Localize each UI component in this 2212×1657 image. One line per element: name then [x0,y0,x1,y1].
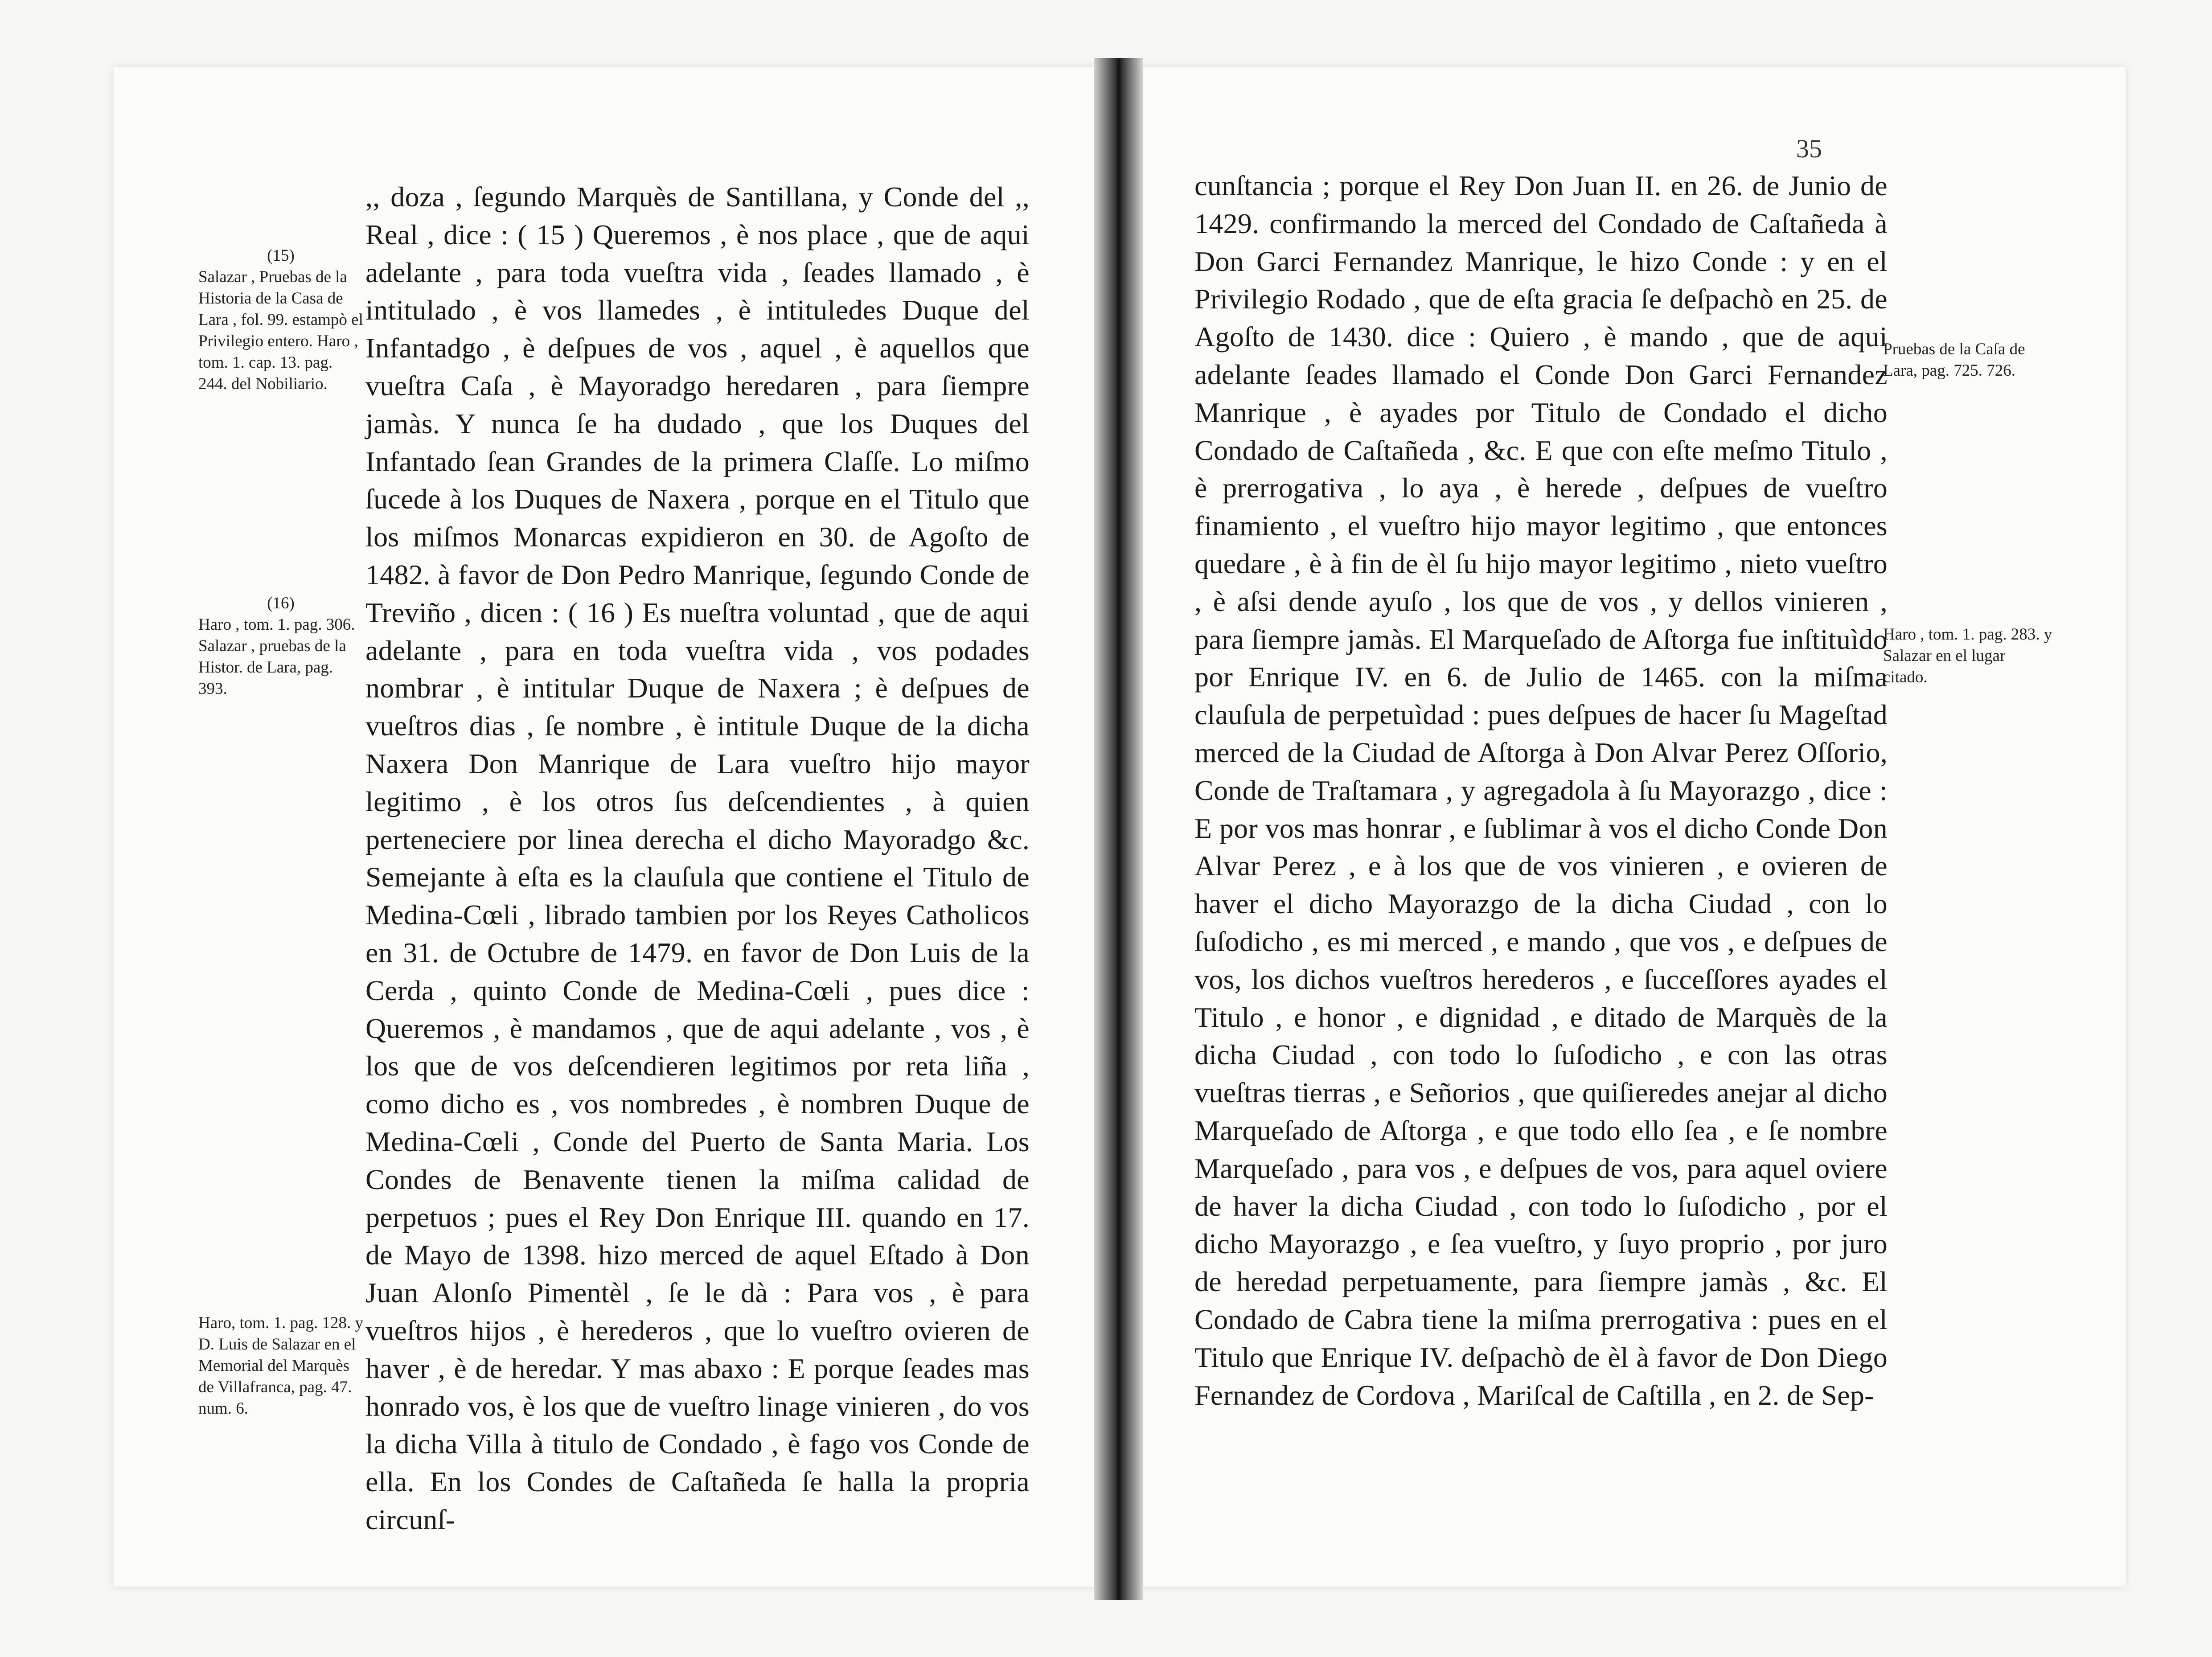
margin-note-haro [198,1312,363,1419]
margin-note-haro-salazar [1883,624,2052,688]
book-gutter [1094,58,1143,1600]
margin-note-text: Salazar , Pruebas de la Historia de la Casa de Lara , fol. 99. estampò el Privilegio entero. Haro , tom. 1. cap. 13. pag. 244. del Nobiliario. [198,268,363,393]
margin-note-text: Haro , tom. 1. pag. 306. Salazar , pruebas de la Histor. de Lara, pag. 393. [198,615,355,698]
left-page-body: ,, doza , ſegundo Marquès de Santillana, y Conde del ,, Real , dice : ( 15 ) Queremos , è nos place , que de aqui adelante , para toda vueſtra vida , ſeades llamado , è intitulado , è vos llamedes , è intituledes Duque del Infantadgo , è deſpues de vos , aquel , è aquellos que vueſtra Caſa , è Mayoradgo heredaren , para ſiempre jamàs. Y nunca ſe ha dudado , que los Duques del Infantado ſean Grandes de la primera Claſſe. Lo miſmo ſucede à los Duques de Naxera , porque en el Titulo que los miſmos Monarcas expidieron en 30. de Agoſto de 1482. à favor de Don Pedro Manrique, ſegundo Conde de Treviño , dicen : ( 16 ) Es nueſtra voluntad , que de aqui adelante , para en toda vueſtra vida , vos podades nombrar , è intitular Duque de Naxera ; è deſpues de vueſtros dias , ſe nombre , è intitule Duque de la dicha Naxera Don Manrique de Lara vueſtro hijo mayor legitimo , è los otros ſus deſcendientes , à quien perteneciere por linea derecha el dicho Mayoradgo &c. Semejante à eſta es la clauſula que contiene el Titulo de Medina-Cœli , librado tambien por los Reyes Catholicos en 31. de Octubre de 1479. en favor de Don Luis de la Cerda , quinto Conde de Medina-Cœli , pues dice : Queremos , è mandamos , que de aqui adelante , vos , è los que de vos deſcendieren legitimos por reta liña , como dicho es , vos nombredes , è nombren Duque de Medina-Cœli , Conde del Puerto de Santa Maria. Los Condes de Benavente tienen la miſma calidad de perpetuos ; pues el Rey Don Enrique III. quando en 17. de Mayo de 1398. hizo merced de aquel Eſtado à Don Juan Alonſo Pimentèl , ſe le dà : Para vos , è para vueſtros hijos , è herederos , que lo vueſtro ovieren de haver , è de heredar. Y mas abaxo : E porque ſeades mas honrado vos, è los que de vueſtro linage vinieren , do vos la dicha Villa à titulo de Condado , è fago vos Conde de ella. En los Condes de Caſtañeda ſe halla la propria circunſ- [365,181,1030,1535]
page-number: 35 [1796,134,1822,163]
right-page-body: cunſtancia ; porque el Rey Don Juan II. en 26. de Junio de 1429. confirmando la merced del Condado de Caſtañeda à Don Garci Fernandez Manrique, le hizo Conde : y en el Privilegio Rodado , que de eſta gracia ſe deſpachò en 25. de Agoſto de 1430. dice : Quiero , è mando , que de aqui adelante ſeades llamado el Conde Don Garci Fernandez Manrique , è ayades por Titulo de Condado el dicho Condado de Caſtañeda , &c. E que con eſte meſmo Titulo , è prerrogativa , lo aya , è herede , deſpues de vueſtro finamiento , el vueſtro hijo mayor legitimo , que entonces quedare , è à fin de èl ſu hijo mayor legitimo , nieto vueſtro , è aſsi dende ayuſo , los que de vos , y dellos vinieren , para ſiempre jamàs. El Marqueſado de Aſtorga fue inſtituìdo por Enrique IV. en 6. de Julio de 1465. con la miſma clauſula de perpetuìdad : pues deſpues de hacer ſu Mageſtad merced de la Ciudad de Aſtorga à Don Alvar Perez Oſſorio, Conde de Traſtamara , y agregadola à ſu Mayorazgo , dice : E por vos mas honrar , e ſublimar à vos el dicho Conde Don Alvar Perez , e à los que de vos vinieren , e ovieren de haver el dicho Mayorazgo de la dicha Ciudad , con lo ſuſodicho , es mi merced , e mando , que vos , e deſpues de vos, los dichos vueſtros herederos , e ſucceſſores ayades el Titulo , e honor , e dignidad , e ditado de Marquès de la dicha Ciudad , con todo lo ſuſodicho , e con las otras vueſtras tierras , e Señorios , que quiſieredes anejar al dicho Marqueſado de Aſtorga , e que todo ello ſea , e ſe nombre Marqueſado , para vos , e deſpues de vos, para aquel oviere de haver la dicha Ciudad , con todo lo ſuſodicho , por el dicho Mayorazgo , e ſea vueſtro, y ſuyo proprio , por juro de heredad perpetuamente, para ſiempre jamàs , &c. El Condado de Cabra tiene la miſma prerrogativa : pues en el Titulo que Enrique IV. deſpachò de èl à favor de Don Diego Fernandez de Cordova , Mariſcal de Caſtilla , en 2. de Sep- [1194,170,1888,1411]
margin-note-pruebas [1883,339,2052,381]
margin-note-text: Pruebas de la Caſa de Lara, pag. 725. 726. [1883,340,2025,380]
margin-note-number: (16) [267,594,295,612]
margin-note-15 [198,245,363,395]
margin-note-16 [198,593,363,700]
margin-note-text: Haro, tom. 1. pag. 128. y D. Luis de Salazar en el Memorial del Marquès de Villafranca, pag. 47. num. 6. [198,1314,363,1418]
margin-note-text: Haro , tom. 1. pag. 283. y Salazar en el lugar citado. [1883,625,2052,686]
margin-note-number: (15) [267,246,295,265]
